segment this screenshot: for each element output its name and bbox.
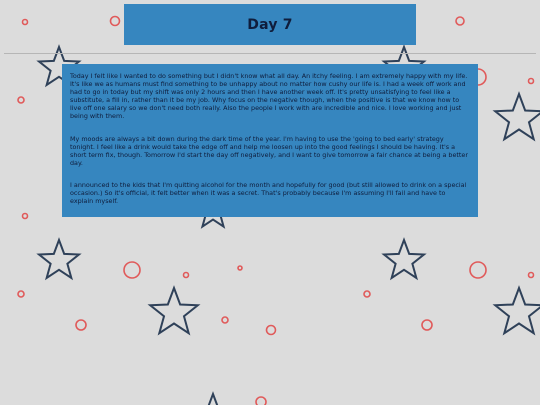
circle-outline-icon xyxy=(529,273,534,278)
circle-outline-icon xyxy=(470,262,486,278)
circle-outline-icon xyxy=(23,20,28,25)
title-banner xyxy=(124,4,416,45)
circle-outline-icon xyxy=(364,291,370,297)
circle-outline-icon xyxy=(111,17,120,26)
divider xyxy=(4,53,536,54)
circle-outline-icon xyxy=(238,266,242,270)
star-outline-icon xyxy=(196,394,230,405)
circle-outline-icon xyxy=(529,79,534,84)
circle-outline-icon xyxy=(456,17,464,25)
journal-paragraph-2: My moods are always a bit down during the dark time of the year. I'm having to use the 'going to bed early' strategy tonight. I feel like a drink would take the edge off and help me loosen up into the good feelings I should be having. It's a short term fix, though. Tomorrow I'd start the day off negatively, and I want to give tomorrow a fair chance at being a better day. xyxy=(70,134,468,167)
star-outline-icon xyxy=(39,240,79,278)
journal-entry-panel xyxy=(62,64,478,217)
circle-outline-icon xyxy=(222,317,228,323)
star-outline-icon xyxy=(495,94,540,139)
circle-outline-icon xyxy=(23,214,28,219)
circle-outline-icon xyxy=(18,97,24,103)
circle-outline-icon xyxy=(256,397,266,405)
circle-outline-icon xyxy=(76,320,86,330)
star-outline-icon xyxy=(384,240,424,278)
page-title: Day 7 xyxy=(247,16,293,33)
star-outline-icon xyxy=(495,288,540,333)
circle-outline-icon xyxy=(184,273,189,278)
circle-outline-icon xyxy=(124,262,140,278)
circle-outline-icon xyxy=(422,320,432,330)
circle-outline-icon xyxy=(267,326,276,335)
journal-paragraph-1: Today I felt like I wanted to do something but I didn't know what all day. An itchy feeling. I am extremely happy with my life. It's like we as humans must find something to be unhappy about no matter how cushy our life is. I had a week off work and had to go in today but my shift was only 2 hours and then I have another week off. It's pretty unsatisfying to feel like a substitute, a fill in, rather than it be my job. Why focus on the negative though, when the positive is that we know how to live off one salary so we don't need both really. Also the people I work with are incredible and nice. I love working and just being with them. xyxy=(70,72,468,121)
star-outline-icon xyxy=(150,288,198,333)
circle-outline-icon xyxy=(18,291,24,297)
journal-paragraph-3: I announced to the kids that I'm quitting alcohol for the month and hopefully for good (but still allowed to drink on a special occasion.) So it's official, it felt better when it was a secret. That's probably because I'm assuming I'll fail and have to explain myself. xyxy=(70,180,467,206)
